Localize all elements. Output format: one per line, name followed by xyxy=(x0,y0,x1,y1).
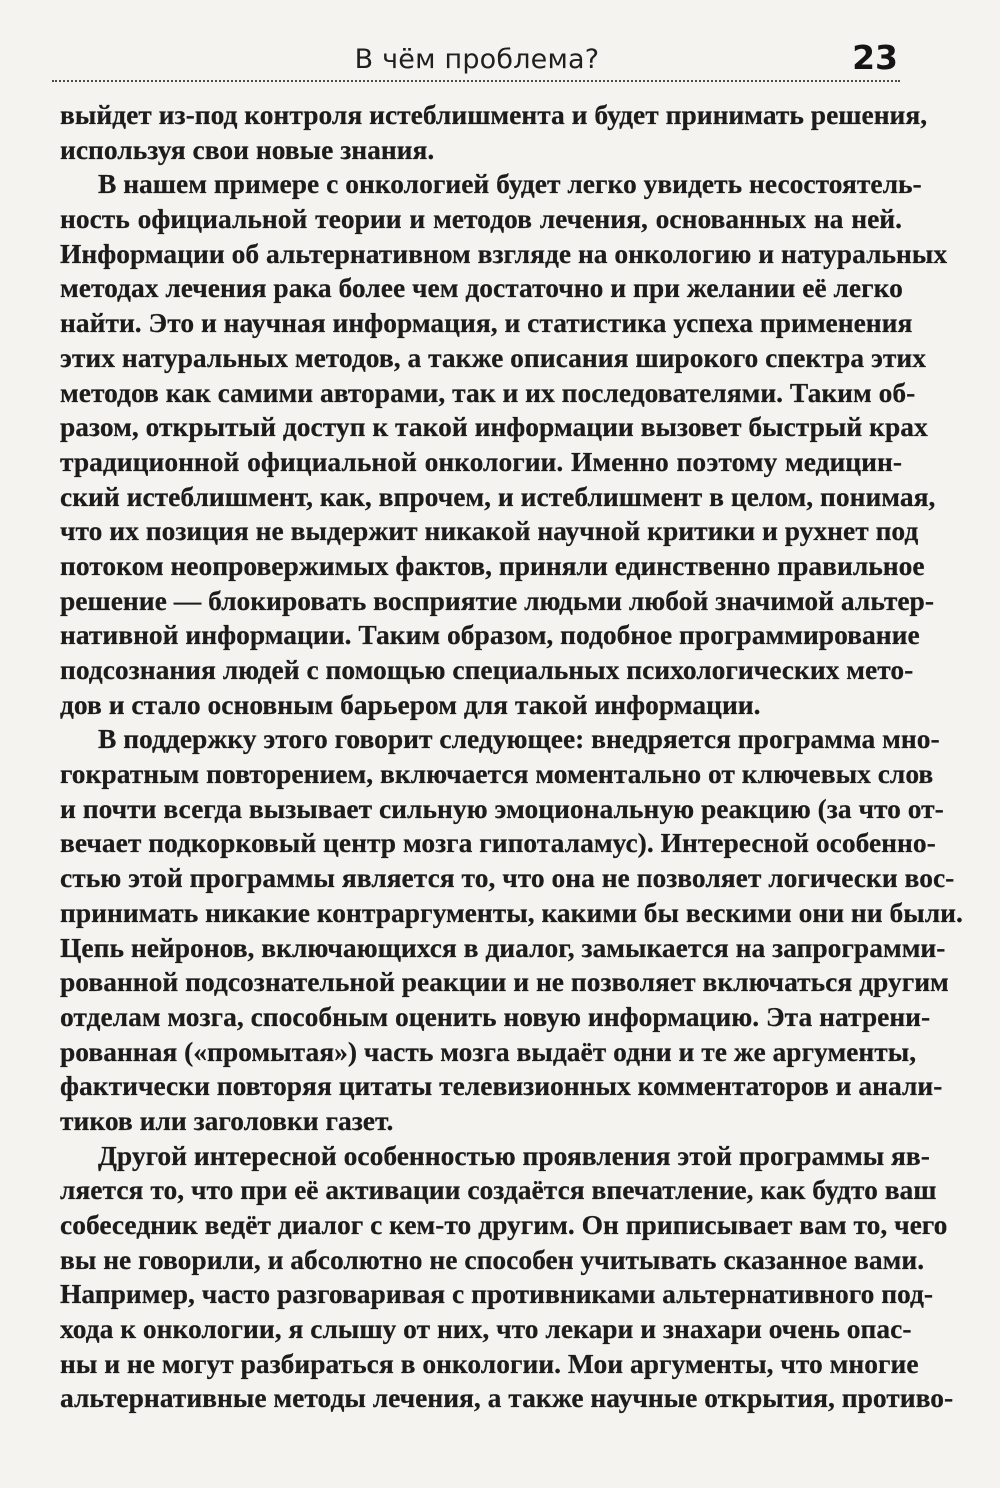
running-title: В чём проблема? xyxy=(354,44,600,75)
text-line: ны и не могут разбираться в онкологии. Мои аргументы, что многие xyxy=(60,1347,919,1379)
text-line: и почти всегда вызывает сильную эмоциональную реакцию (за что от- xyxy=(60,792,944,824)
text-line: Например, часто разговаривая с противниками альтернативного под- xyxy=(60,1278,934,1310)
text-line: рованная («промытая») часть мозга выдаёт одни и те же аргументы, xyxy=(60,1035,917,1067)
text-line: используя свои новые знания. xyxy=(60,133,435,165)
text-line: методах лечения рака более чем достаточно и при желании её легко xyxy=(60,272,903,304)
text-line: ляется то, что при её активации создаётся впечатление, как будто ваш xyxy=(60,1174,937,1206)
text-line: Другой интересной особенностью проявления этой программы яв- xyxy=(98,1139,930,1171)
text-line: найти. Это и научная информация, и статистика успеха применения xyxy=(60,307,913,339)
text-line: решение — блокировать восприятие людьми любой значимой альтер- xyxy=(60,584,934,616)
header-divider xyxy=(52,80,900,82)
text-line: принимать никакие контраргументы, какими бы вескими они ни были. xyxy=(60,896,963,928)
text-line: стью этой программы является то, что она не позволяет логически вос- xyxy=(60,862,955,894)
text-line: фактически повторяя цитаты телевизионных комментаторов и анали- xyxy=(60,1070,943,1102)
paragraph xyxy=(60,167,948,722)
text-line: вечает подкорковый центр мозга гипоталамус). Интересной особенно- xyxy=(60,827,936,859)
text-line: Цепь нейронов, включающихся в диалог, замыкается на запрограмми- xyxy=(60,931,946,963)
text-line: В поддержку этого говорит следующее: внедряется программа мно- xyxy=(98,723,940,755)
text-line: потоком неопровержимых фактов, приняли единственно правильное xyxy=(60,549,925,581)
text-line: отделам мозга, способным оценить новую информацию. Эта натрени- xyxy=(60,1000,931,1032)
text-line: В нашем примере с онкологией будет легко увидеть несостоятель- xyxy=(98,168,922,200)
page-number: 23 xyxy=(852,38,898,77)
paragraph xyxy=(60,1139,954,1417)
text-line: этих натуральных методов, а также описания широкого спектра этих xyxy=(60,341,926,373)
text-line: нативной информации. Таким образом, подобное программирование xyxy=(60,619,920,651)
paragraph xyxy=(60,98,928,167)
text-line: что их позиция не выдержит никакой научной критики и рухнет под xyxy=(60,515,919,547)
text-line: Информации об альтернативном взгляде на онкологию и натуральных xyxy=(60,237,948,269)
text-line: тиков или заголовки газет. xyxy=(60,1104,394,1136)
body-text xyxy=(60,98,963,1416)
text-line: методов как самими авторами, так и их последователями. Таким об- xyxy=(60,376,916,408)
text-line: подсознания людей с помощью специальных психологических мето- xyxy=(60,654,914,685)
text-line: собеседник ведёт диалог с кем-то другим. Он приписывает вам то, чего xyxy=(60,1209,948,1240)
text-line: выйдет из-под контроля истеблишмента и будет принимать решения, xyxy=(60,99,928,130)
text-line: альтернативные методы лечения, а также научные открытия, противо- xyxy=(60,1382,954,1414)
text-line: разом, открытый доступ к такой информации вызовет быстрый крах xyxy=(60,411,928,443)
text-line: ность официальной теории и методов лечения, основанных на ней. xyxy=(60,203,902,235)
text-line: рованной подсознательной реакции и не позволяет включаться другим xyxy=(60,966,949,998)
paragraph xyxy=(60,722,963,1138)
text-line: дов и стало основным барьером для такой информации. xyxy=(60,688,761,720)
text-line: хода к онкологии, я слышу от них, что лекари и знахари очень опас- xyxy=(60,1313,912,1345)
text-line: вы не говорили, и абсолютно не способен учитывать сказанное вами. xyxy=(60,1243,925,1275)
text-line: традиционной официальной онкологии. Именно поэтому медицин- xyxy=(60,445,902,477)
page-header xyxy=(52,28,902,80)
text-line: ский истеблишмент, как, впрочем, и истеблишмент в целом, понимая, xyxy=(60,480,936,512)
text-line: гократным повторением, включается моментально от ключевых слов xyxy=(60,758,934,790)
